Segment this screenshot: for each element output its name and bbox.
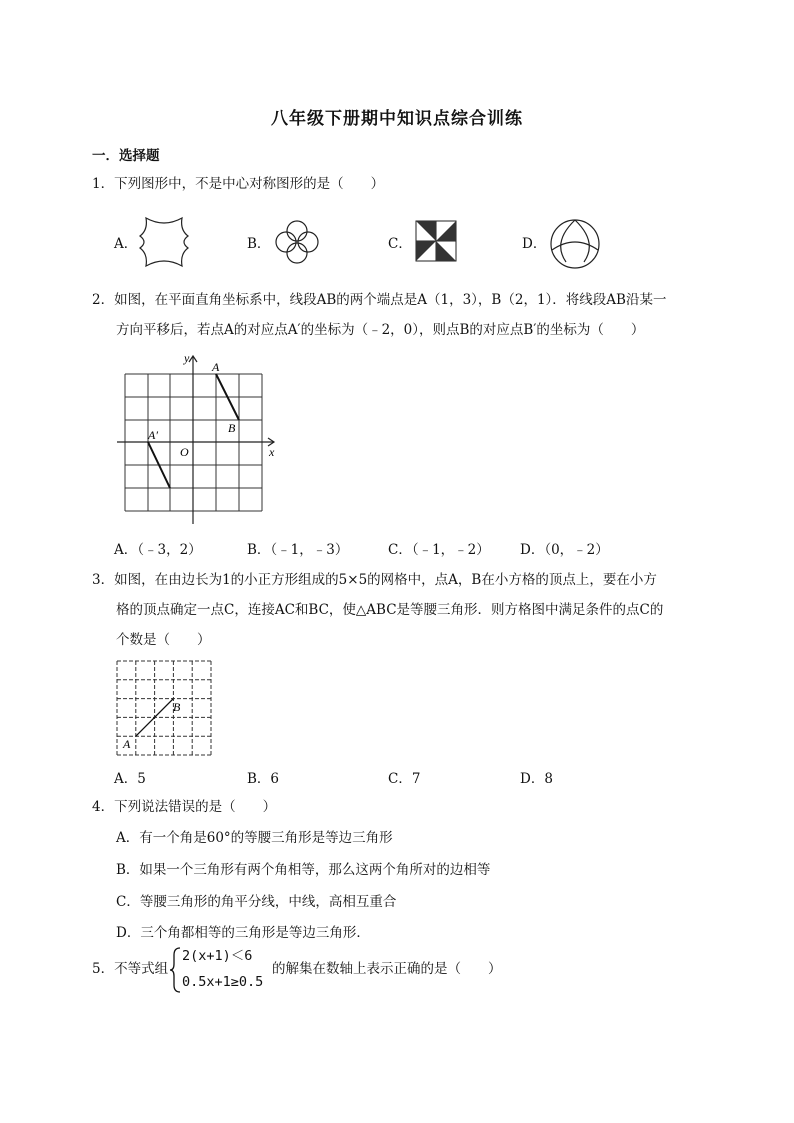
q3-option-a: A．5 xyxy=(114,771,146,787)
x-axis-label: x xyxy=(269,445,275,459)
q3-option-d: D．8 xyxy=(520,771,553,787)
q3-option-b: B．6 xyxy=(247,771,280,787)
q5-inequality-1: 2(x+1)＜6 xyxy=(182,948,253,964)
dashed-grid-figure xyxy=(116,660,213,757)
q2-option-a: A．（﹣3，2） xyxy=(114,542,202,558)
pinwheel-icon xyxy=(413,218,459,264)
four-circles-flower-icon xyxy=(272,217,322,267)
q4-option-b: B．如果一个三角形有两个角相等，那么这两个角所对的边相等 xyxy=(116,862,491,878)
q4-stem: 4．下列说法错误的是（ ） xyxy=(92,799,277,815)
point-a-prime-label: A′ xyxy=(148,428,158,442)
q3-option-c: C．7 xyxy=(388,771,421,787)
y-axis-label: y xyxy=(184,351,190,365)
q2-option-d: D．（0，﹣2） xyxy=(520,542,609,558)
q2-stem-line2: 方向平移后，若点A的对应点A′的坐标为（﹣2，0），则点B的对应点B′的坐标为（ ） xyxy=(116,322,645,338)
curly-shape-icon xyxy=(136,214,192,270)
grid-point-a-label: A xyxy=(123,737,131,751)
triquetra-circle-icon xyxy=(546,212,604,270)
q4-option-a: A．有一个角是60°的等腰三角形是等边三角形 xyxy=(116,830,393,846)
section-heading: 一．选择题 xyxy=(92,148,160,164)
q1-option-a: A． xyxy=(114,236,138,252)
q3-stem-line3: 个数是（ ） xyxy=(116,632,211,648)
q2-option-c: C．（﹣1，﹣2） xyxy=(388,542,490,558)
point-a-label: A xyxy=(212,360,220,374)
q1-option-b: B． xyxy=(247,236,271,252)
page-title: 八年级下册期中知识点综合训练 xyxy=(271,109,523,129)
q2-stem-line1: 2．如图，在平面直角坐标系中，线段AB的两个端点是A（1，3），B（2，1）．将线段AB沿某一 xyxy=(92,292,667,308)
q5-stem-prefix: 5．不等式组 xyxy=(92,961,169,977)
q4-option-d: D．三个角都相等的三角形是等边三角形． xyxy=(116,925,370,941)
left-brace-icon xyxy=(170,947,182,993)
q4-option-c: C．等腰三角形的角平分线，中线，高相互重合 xyxy=(116,894,397,910)
q3-stem-line2: 格的顶点确定一点C，连接AC和BC，使△ABC是等腰三角形．则方格图中满足条件的点C的 xyxy=(116,602,664,618)
q1-option-c: C． xyxy=(388,236,412,252)
q5-stem-suffix: 的解集在数轴上表示正确的是（ ） xyxy=(272,961,502,977)
q1-option-d: D． xyxy=(522,236,547,252)
q5-inequality-2: 0.5x+1≥0.5 xyxy=(182,974,264,990)
origin-label: O xyxy=(180,445,189,459)
coordinate-graph xyxy=(112,346,287,526)
graph-axes xyxy=(117,356,274,524)
q2-option-b: B．（﹣1，﹣3） xyxy=(247,542,349,558)
point-b-label: B xyxy=(228,421,236,435)
q3-stem-line1: 3．如图，在由边长为1的小正方形组成的5×5的网格中，点A，B在小方格的顶点上，要在小方 xyxy=(92,572,657,588)
grid-point-b-label: B xyxy=(173,700,181,714)
q1-stem: 1．下列图形中，不是中心对称图形的是（ ） xyxy=(92,176,385,192)
